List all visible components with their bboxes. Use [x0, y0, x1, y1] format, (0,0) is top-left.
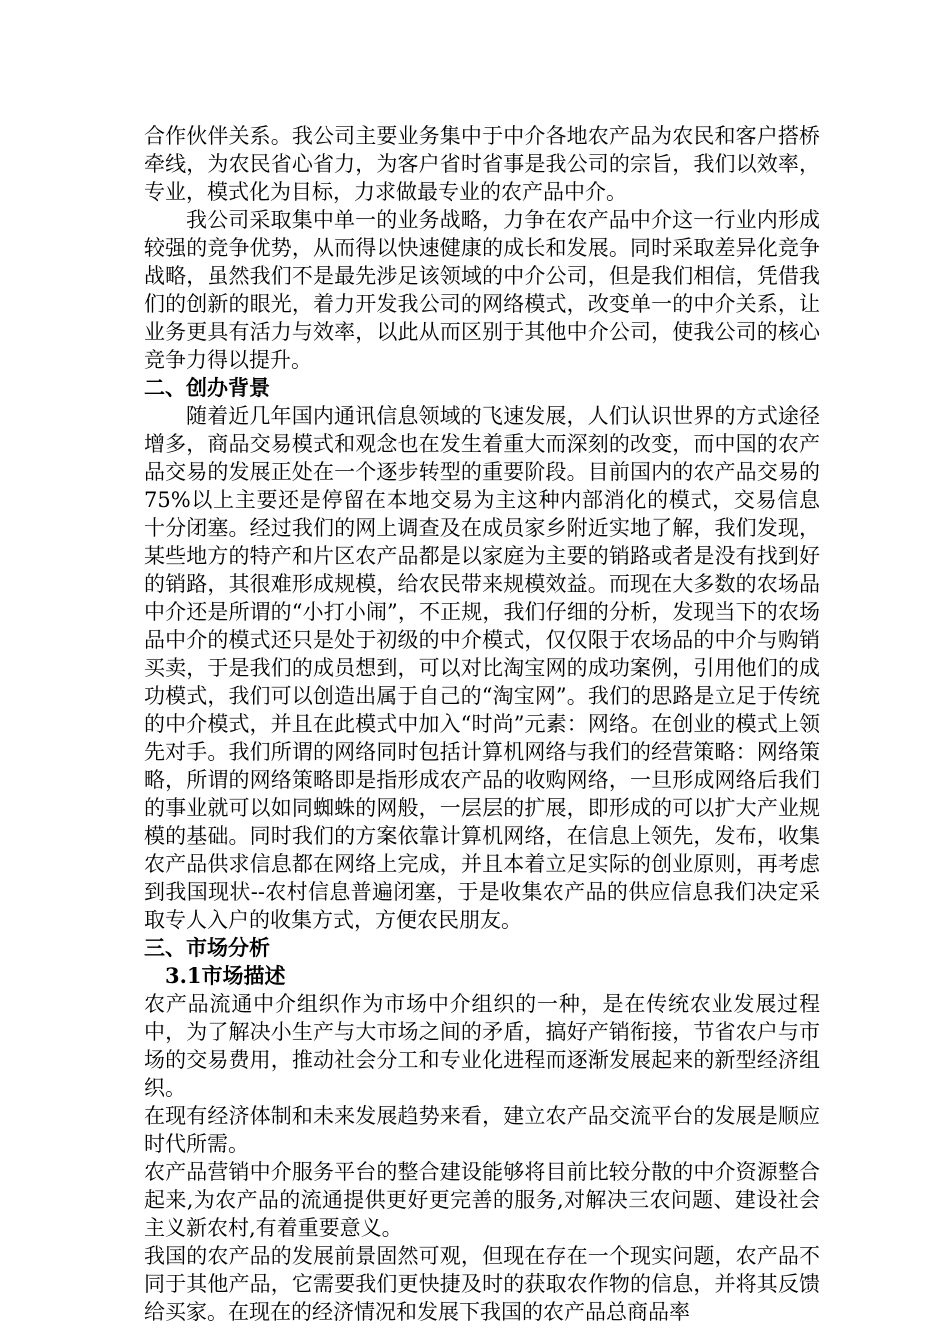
paragraph-background: 随着近几年国内通讯信息领域的飞速发展，人们认识世界的方式途径增多，商品交易模式和观念也在发生着重大而深刻的改变，而中国的农产品交易的发展正处在一个逐步转型的重要阶段。目前国内的农产品交易的75%以上主要还是停留在本地交易为主这种内部消化的模式，交易信息十分闭塞。经过我们的网上调查及在成员家乡附近实地了解，我们发现，某些地方的特产和片区农产品都是以家庭为主要的销路或者是没有找到好的销路，其很难形成规模，给农民带来规模效益。而现在大多数的农场品中介还是所谓的“小打小闹”，不正规，我们仔细的分析，发现当下的农场品中介的模式还只是处于初级的中介模式，仅仅限于农场品的中介与购销买卖，于是我们的成员想到，可以对比淘宝网的成功案例，引用他们的成功模式，我们可以创造出属于自己的“淘宝网”。我们的思路是立足于传统的中介模式，并且在此模式中加入“时尚”元素：网络。在创业的模式上领先对手。我们所谓的网络同时包括计算机网络与我们的经营策略：网络策略，所谓的网络策略即是指形成农产品的收购网络，一旦形成网络后我们的事业就可以如同蜘蛛的网般，一层层的扩展，即形成的可以扩大产业规模的基础。同时我们的方案依靠计算机网络，在信息上领先，发布，收集农产品供求信息都在网络上完成，并且本着立足实际的创业原则，再考虑到我国现状--农村信息普遍闭塞，于是收集农产品的供应信息我们决定采取专人入户的收集方式，方便农民朋友。	[144, 404, 820, 932]
paragraph-platform-trend: 在现有经济体制和未来发展趋势来看，建立农产品交流平台的发展是顺应时代所需。	[144, 1104, 820, 1156]
section-heading-market-analysis: 三、市场分析	[144, 935, 270, 960]
paragraph-strategy: 我公司采取集中单一的业务战略，力争在农产品中介这一行业内形成较强的竞争优势，从而得以快速健康的成长和发展。同时采取差异化竞争战略，虽然我们不是最先涉足该领域的中介公司，但是我们相信，凭借我们的创新的眼光，着力开发我公司的网络模式，改变单一的中介关系，让业务更具有活力与效率，以此从而区别于其他中介公司，使我公司的核心竞争力得以提升。	[144, 208, 820, 372]
subsection-heading-market-description: 3.1市场描述	[165, 963, 286, 988]
paragraph-partnership: 合作伙伴关系。我公司主要业务集中于中介各地农产品为农民和客户搭桥牵线，为农民省心省力，为客户省时省事是我公司的宗旨，我们以效率，专业，模式化为目标，力求做最专业的农产品中介。	[144, 124, 820, 204]
section-heading-background: 二、创办背景	[144, 375, 270, 400]
paragraph-platform-integration: 农产品营销中介服务平台的整合建设能够将目前比较分散的中介资源整合起来,为农产品的流通提供更好更完善的服务,对解决三农问题、建设社会主义新农村,有着重要意义。	[144, 1160, 820, 1240]
paragraph-intermediary-organization: 农产品流通中介组织作为市场中介组织的一种，是在传统农业发展过程中，为了解决小生产与大市场之间的矛盾，搞好产销衔接，节省农户与市场的交易费用，推动社会分工和专业化进程而逐渐发展起来的新型经济组织。	[144, 992, 820, 1100]
document-page	[144, 122, 820, 1326]
paragraph-prospects: 我国的农产品的发展前景固然可观，但现在存在一个现实问题，农产品不同于其他产品，它需要我们更快捷及时的获取农作物的信息，并将其反馈给买家。在现在的经济情况和发展下我国的农产品总商品率	[144, 1244, 820, 1324]
